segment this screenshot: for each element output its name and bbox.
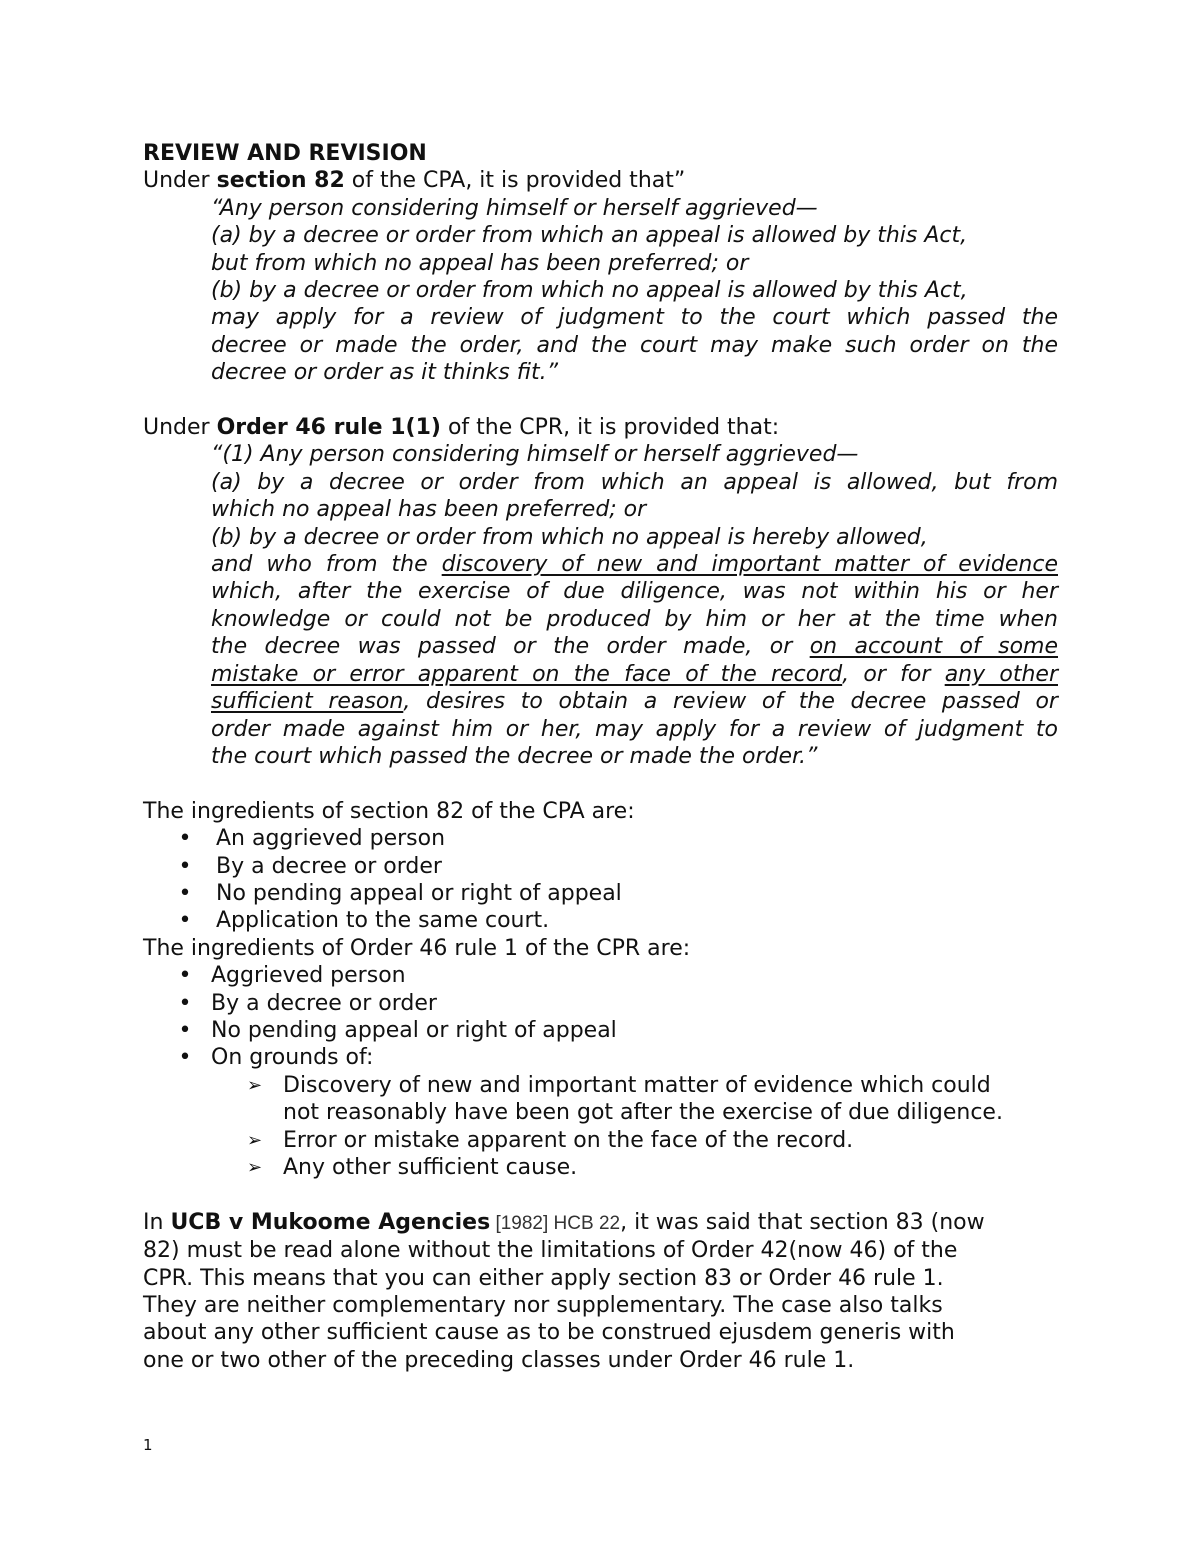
page-number: 1 [143, 1436, 153, 1454]
order-46-ingredients-list [143, 962, 1058, 1072]
underlined-phrase: any other [944, 661, 1058, 687]
bullet-icon: • [178, 908, 192, 934]
grounds-sublist [143, 1072, 1058, 1182]
list-item-text: By a decree or order [211, 990, 437, 1016]
arrow-bullet-icon: ➢ [247, 1129, 263, 1151]
quote-line [211, 661, 1058, 688]
case-name: UCB v Mukoome Agencies [170, 1209, 491, 1235]
list-item [143, 825, 1058, 852]
bullet-icon: • [178, 1045, 192, 1071]
document-page [143, 140, 1058, 1374]
quote-line: (b) by a decree or order from which no appeal is allowed by this Act, [211, 278, 968, 304]
quote-line: (a) by a decree or order from which an appeal is allowed by this Act, [211, 223, 968, 249]
arrow-bullet-icon: ➢ [247, 1074, 263, 1096]
list-item-text: By a decree or order [216, 853, 442, 879]
paragraph-gap [143, 1181, 1058, 1208]
bullet-icon: • [178, 880, 192, 906]
case-text: , it was said that section 83 (now [620, 1209, 985, 1235]
intro-text: Under [143, 168, 217, 194]
quote-text: and who from the [211, 552, 442, 578]
quote-line: may apply for a review of judgment to the court which passed the [211, 305, 1058, 331]
list-item-text: On grounds of: [211, 1045, 374, 1071]
list-item-text: Aggrieved person [211, 963, 406, 989]
list-item [143, 1044, 1058, 1071]
quote-line: “Any person considering himself or herself aggrieved— [211, 195, 818, 221]
list-item [143, 962, 1058, 989]
quote-line: (a) by a decree or order from which an appeal is allowed, but from [211, 469, 1058, 495]
case-line: CPR. This means that you can either apply section 83 or Order 46 rule 1. [143, 1265, 944, 1291]
case-line: about any other sufficient cause as to be construed ejusdem generis with [143, 1320, 955, 1346]
section-82-ingredients-heading: The ingredients of section 82 of the CPA are: [143, 798, 635, 824]
case-line: 82) must be read alone without the limitations of Order 42(now 46) of the [143, 1238, 958, 1264]
list-item-text: Application to the same court. [216, 908, 550, 934]
order-46-ingredients-heading: The ingredients of Order 46 rule 1 of the CPR are: [143, 935, 691, 961]
underlined-phrase: discovery of new and important matter of evidence [441, 552, 1058, 578]
case-paragraph [143, 1209, 1058, 1374]
underlined-phrase: on account of some [809, 634, 1058, 660]
list-item [143, 907, 1058, 934]
quote-line [211, 688, 1058, 715]
intro-text: of the CPA, it is provided that” [344, 168, 686, 194]
bullet-icon: • [178, 990, 192, 1016]
quote-line: order made against him or her, may apply for a review of judgment to [211, 716, 1058, 742]
order-46-intro [143, 414, 1058, 441]
case-line [143, 1209, 1058, 1237]
case-line: one or two other of the preceding classes under Order 46 rule 1. [143, 1347, 855, 1373]
bullet-icon: • [178, 1017, 192, 1043]
arrow-bullet-icon: ➢ [247, 1157, 263, 1178]
paragraph-gap [143, 387, 1058, 414]
quote-line: “(1) Any person considering himself or herself aggrieved— [211, 442, 859, 468]
quote-text: , or for [842, 661, 945, 687]
sublist-item-text: Discovery of new and important matter of evidence which could [283, 1072, 991, 1098]
underlined-phrase: mistake or error apparent on the face of the record [211, 661, 843, 687]
quote-line [211, 551, 1058, 578]
list-item-text: No pending appeal or right of appeal [216, 880, 622, 906]
quote-line: decree or order as it thinks fit.” [211, 360, 558, 386]
sublist-item-text: not reasonably have been got after the exercise of due diligence. [283, 1100, 1003, 1126]
case-line: They are neither complementary nor supplementary. The case also talks [143, 1293, 943, 1319]
intro-text: of the CPR, it is provided that: [440, 415, 780, 441]
quote-line [211, 633, 1058, 660]
sublist-item [143, 1127, 1058, 1154]
bullet-icon: • [178, 826, 192, 852]
sublist-item-text: Error or mistake apparent on the face of the record. [283, 1127, 854, 1153]
section-82-quote [211, 195, 1058, 387]
case-citation: [1982] HCB 22 [490, 1212, 621, 1234]
section-82-ingredients-list [143, 825, 1058, 935]
quote-line: (b) by a decree or order from which no appeal is hereby allowed, [211, 524, 928, 550]
document-title: REVIEW AND REVISION [143, 141, 427, 166]
quote-line: which, after the exercise of due diligence, was not within his or her [211, 579, 1058, 605]
list-item [143, 880, 1058, 907]
list-item-text: An aggrieved person [216, 826, 446, 852]
quote-line: the court which passed the decree or made the order.” [211, 743, 818, 769]
list-item [143, 1017, 1058, 1044]
sublist-item [143, 1154, 1058, 1181]
underlined-phrase: sufficient reason [211, 689, 404, 715]
bullet-icon: • [178, 963, 192, 989]
sublist-item [143, 1072, 1058, 1127]
quote-line: but from which no appeal has been preferred; or [211, 250, 749, 276]
paragraph-gap [143, 770, 1058, 797]
bullet-icon: • [178, 853, 192, 879]
section-82-ref: section 82 [216, 168, 345, 194]
sublist-item-text: Any other sufficient cause. [283, 1155, 578, 1180]
order-46-quote [211, 441, 1058, 770]
list-item [143, 990, 1058, 1017]
quote-line: decree or made the order, and the court may make such order on the [211, 332, 1058, 358]
quote-line: knowledge or could not be produced by him or her at the time when [211, 606, 1058, 632]
quote-text: the decree was passed or the order made, or [211, 634, 810, 660]
list-item [143, 853, 1058, 880]
intro-text: Under [143, 415, 217, 441]
quote-text: , desires to obtain a review of the decree passed or [403, 689, 1058, 715]
list-item-text: No pending appeal or right of appeal [211, 1017, 617, 1043]
case-text: In [143, 1209, 171, 1235]
order-46-ref: Order 46 rule 1(1) [216, 415, 441, 441]
quote-line: which no appeal has been preferred; or [211, 497, 647, 523]
section-82-intro [143, 167, 1058, 194]
